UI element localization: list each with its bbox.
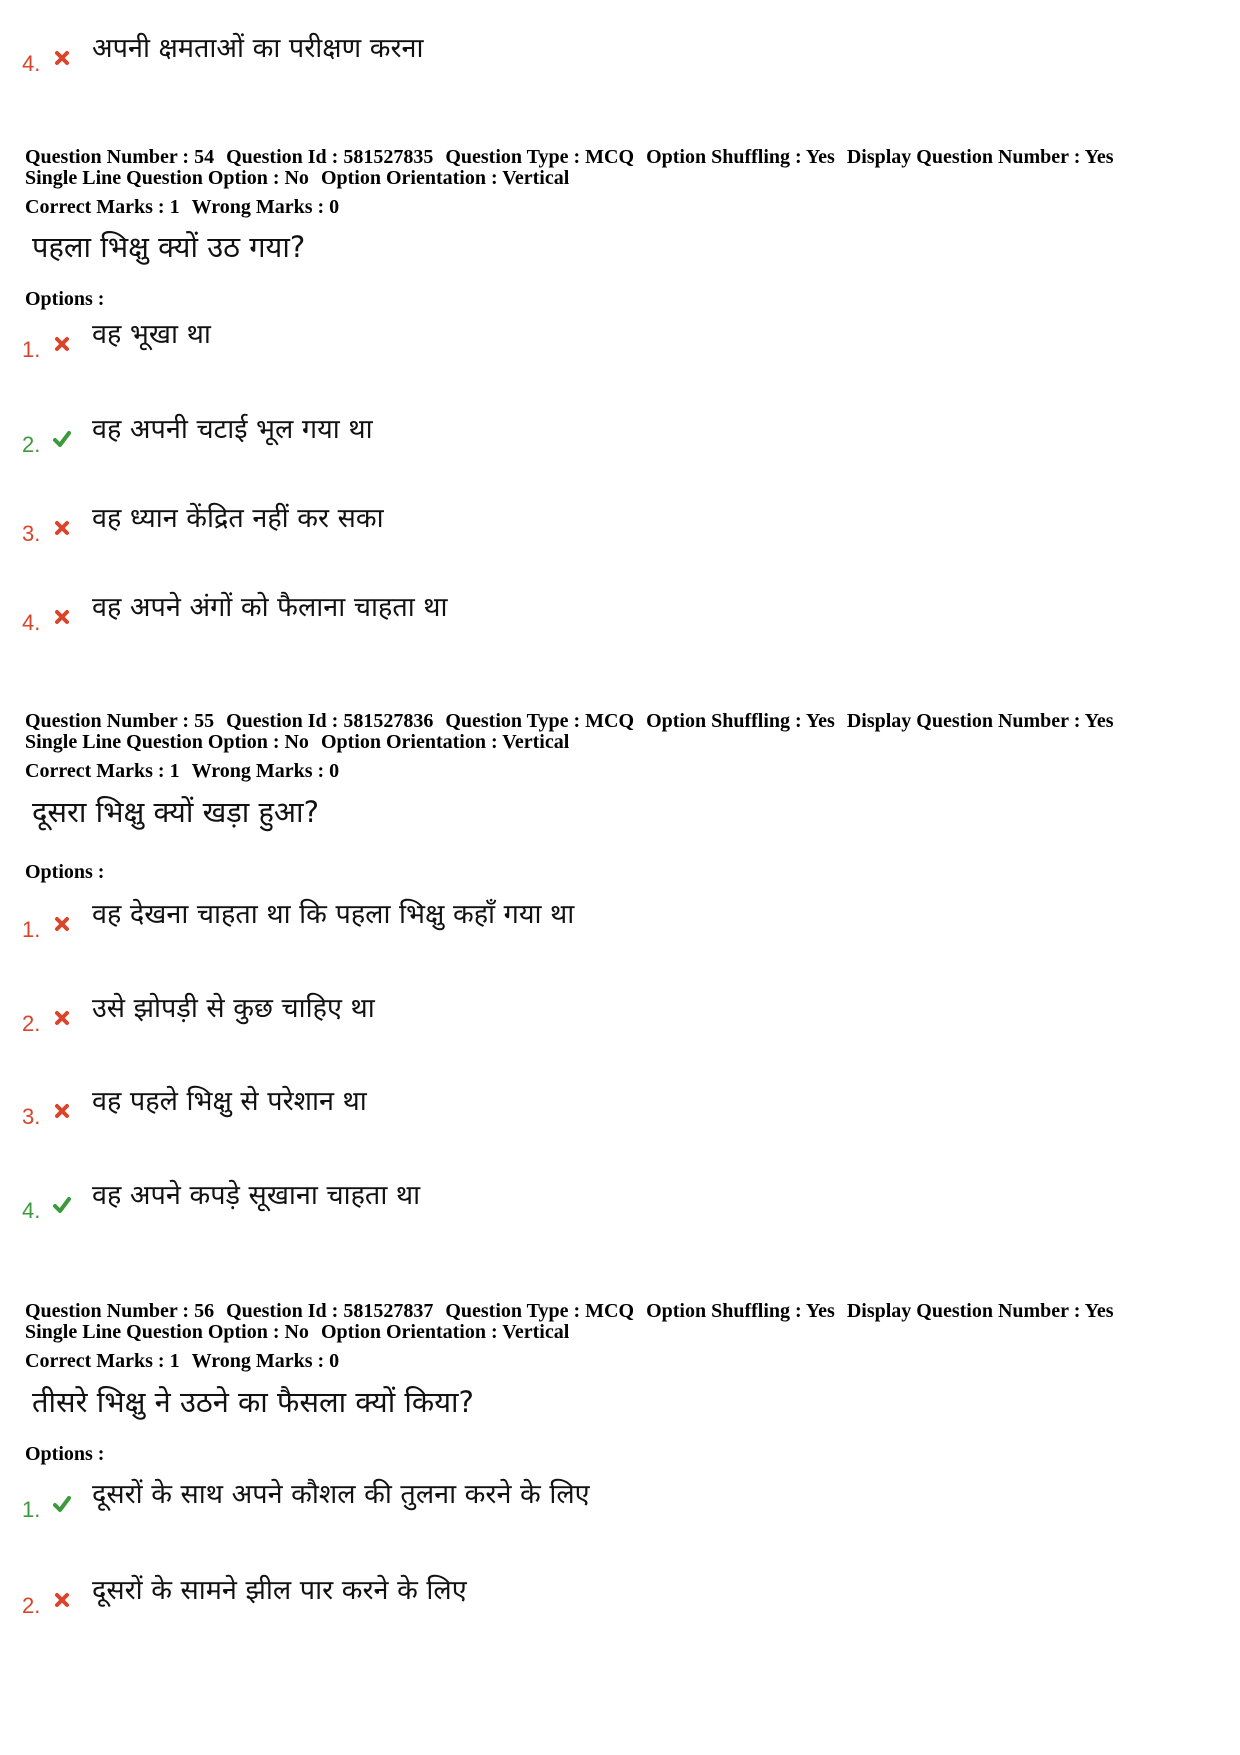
cross-icon	[52, 48, 72, 68]
option-number: 2.	[22, 432, 41, 457]
option-orientation: Option Orientation : Vertical	[320, 1321, 570, 1343]
option-text: वह अपनी चटाई भूल गया था	[92, 414, 373, 445]
q56-option-1	[22, 1478, 1172, 1528]
correct-marks: Correct Marks : 1	[25, 1350, 180, 1372]
question-id: Question Id : 581527837	[226, 1300, 434, 1322]
display-question-number: Display Question Number : Yes	[846, 710, 1114, 732]
option-text: वह पहले भिक्षु से परेशान था	[92, 1086, 367, 1117]
q55-option-4	[22, 1179, 1172, 1229]
option-shuffling: Option Shuffling : Yes	[646, 710, 835, 732]
cross-icon	[52, 1590, 72, 1610]
option-text: दूसरों के साथ अपने कौशल की तुलना करने के लिए	[92, 1479, 590, 1510]
question-meta-line-2	[25, 168, 569, 188]
q54-option-1	[22, 318, 1172, 368]
cross-icon	[52, 607, 72, 627]
option-text: वह भूखा था	[92, 319, 211, 350]
option-number: 1.	[22, 337, 41, 362]
option-number: 2.	[22, 1593, 41, 1618]
q56-option-2	[22, 1574, 1172, 1624]
wrong-marks: Wrong Marks : 0	[191, 196, 340, 218]
marks-line	[25, 1351, 339, 1371]
q54-option-4	[22, 591, 1172, 641]
option-shuffling: Option Shuffling : Yes	[646, 1300, 835, 1322]
correct-marks: Correct Marks : 1	[25, 196, 180, 218]
question-text: तीसरे भिक्षु ने उठने का फैसला क्यों किया?	[32, 1385, 474, 1419]
option-number: 2.	[22, 1011, 41, 1036]
marks-line	[25, 761, 339, 781]
option-text: उसे झोपड़ी से कुछ चाहिए था	[92, 993, 375, 1024]
single-line-option: Single Line Question Option : No	[25, 167, 309, 189]
option-text: अपनी क्षमताओं का परीक्षण करना	[92, 33, 424, 64]
cross-icon	[52, 518, 72, 538]
options-label: Options :	[25, 1443, 105, 1465]
option-text: वह अपने अंगों को फैलाना चाहता था	[92, 592, 448, 623]
question-number: Question Number : 55	[25, 710, 215, 732]
wrong-marks: Wrong Marks : 0	[191, 760, 340, 782]
option-number: 4.	[22, 1198, 41, 1223]
question-type: Question Type : MCQ	[445, 146, 635, 168]
q55-option-1	[22, 898, 1172, 948]
option-text: दूसरों के सामने झील पार करने के लिए	[92, 1575, 467, 1606]
option-text: वह अपने कपड़े सूखाना चाहता था	[92, 1180, 421, 1211]
cross-icon	[52, 1008, 72, 1028]
single-line-option: Single Line Question Option : No	[25, 1321, 309, 1343]
question-meta-line-2	[25, 1322, 569, 1342]
correct-marks: Correct Marks : 1	[25, 760, 180, 782]
option-shuffling: Option Shuffling : Yes	[646, 146, 835, 168]
question-meta-line-1	[25, 1301, 1114, 1321]
q54-option-2	[22, 413, 1172, 463]
check-icon	[52, 1195, 72, 1215]
cross-icon	[52, 334, 72, 354]
wrong-marks: Wrong Marks : 0	[191, 1350, 340, 1372]
q55-option-2	[22, 992, 1172, 1042]
check-icon	[52, 1494, 72, 1514]
check-icon	[52, 429, 72, 449]
options-label: Options :	[25, 861, 105, 883]
question-text: पहला भिक्षु क्यों उठ गया?	[32, 230, 306, 264]
question-id: Question Id : 581527836	[226, 710, 434, 732]
option-text: वह ध्यान केंद्रित नहीं कर सका	[92, 503, 384, 534]
question-number: Question Number : 56	[25, 1300, 215, 1322]
option-number: 3.	[22, 521, 41, 546]
question-id: Question Id : 581527835	[226, 146, 434, 168]
option-text: वह देखना चाहता था कि पहला भिक्षु कहाँ गया था	[92, 899, 575, 930]
question-meta-line-1	[25, 711, 1114, 731]
q53-option-4	[22, 32, 1172, 82]
single-line-option: Single Line Question Option : No	[25, 731, 309, 753]
question-meta-line-2	[25, 732, 569, 752]
question-text: दूसरा भिक्षु क्यों खड़ा हुआ?	[32, 795, 319, 829]
option-orientation: Option Orientation : Vertical	[320, 167, 570, 189]
cross-icon	[52, 914, 72, 934]
option-number: 4.	[22, 610, 41, 635]
option-orientation: Option Orientation : Vertical	[320, 731, 570, 753]
option-number: 1.	[22, 1497, 41, 1522]
options-label: Options :	[25, 288, 105, 310]
q55-option-3	[22, 1085, 1172, 1135]
option-number: 1.	[22, 917, 41, 942]
display-question-number: Display Question Number : Yes	[846, 146, 1114, 168]
q54-option-3	[22, 502, 1172, 552]
option-number: 3.	[22, 1104, 41, 1129]
question-number: Question Number : 54	[25, 146, 215, 168]
question-type: Question Type : MCQ	[445, 1300, 635, 1322]
question-type: Question Type : MCQ	[445, 710, 635, 732]
marks-line	[25, 197, 339, 217]
cross-icon	[52, 1101, 72, 1121]
question-meta-line-1	[25, 147, 1114, 167]
option-number: 4.	[22, 51, 41, 76]
display-question-number: Display Question Number : Yes	[846, 1300, 1114, 1322]
